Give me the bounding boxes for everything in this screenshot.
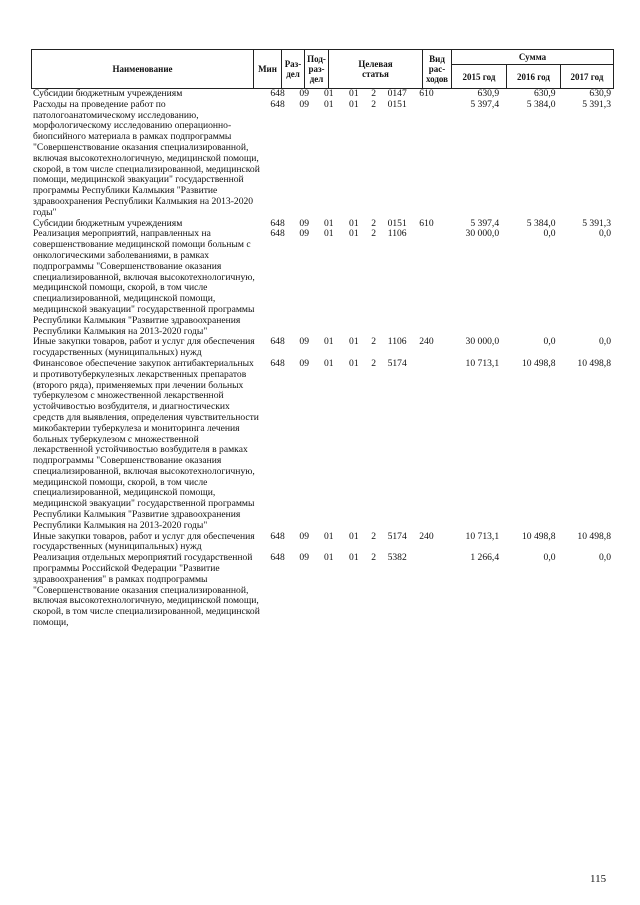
header-min: Мин [254,50,282,89]
row-sum-2015: 5 397,4 [470,217,500,229]
row-sum-2016: 630,9 [533,88,556,99]
row-target-program: 01 [349,228,359,240]
row-vid: 240 [419,336,434,348]
header-2016: 2016 год [507,65,561,89]
row-podrazdel: 01 [323,88,334,99]
row-target-sub: 2 [371,98,377,110]
row-sum-2016: 0,0 [543,228,556,240]
row-vid [413,100,439,219]
row-razdel: 09 [299,217,310,229]
row-vid [413,553,439,629]
row-target-program: 01 [349,217,359,229]
page-number: 115 [590,873,607,885]
row-name: Иные закупки товаров, работ и услуг для обеспечения государственных (муниципальных) нужд [33,530,255,553]
row-vid: 610 [419,217,434,229]
row-target-sub: 2 [371,357,377,369]
row-min: 648 [270,530,285,542]
row-sum-2017: 10 498,8 [577,357,611,369]
budget-table [31,89,613,629]
row-podrazdel: 01 [323,357,334,369]
row-razdel: 09 [299,357,310,369]
row-target-sub: 2 [371,552,377,564]
row-vid: 240 [419,530,434,542]
row-target-program: 01 [349,98,359,110]
row-target-code: 0151 [387,98,407,110]
row-sum-2016: 10 498,8 [521,530,556,542]
row-sum-2015: 10 713,1 [465,530,500,542]
row-sum-2015: 5 397,4 [470,98,500,110]
row-sum-2015: 1 266,4 [470,552,500,564]
header-name: Наименование [32,50,254,89]
row-sum-2015: 30 000,0 [465,336,500,348]
row-sum-2017: 0,0 [599,552,611,564]
row-target-code: 5382 [387,552,407,564]
row-target-program: 01 [349,336,359,348]
row-podrazdel: 01 [323,98,334,110]
row-min: 648 [270,552,285,564]
table-header [31,49,614,89]
row-razdel: 09 [299,228,310,240]
row-podrazdel: 01 [323,530,334,542]
row-target-program: 01 [349,88,359,99]
row-sum-2016: 5 384,0 [526,217,556,229]
row-sum-2015: 630,9 [477,88,500,99]
row-target-code: 1106 [387,228,407,240]
row-name: Реализация отдельных мероприятий государственной программы Российской Федерации "Развитие здравоохранения" в рамках подпрограммы "Совершенствование оказания специализированной, включая высокотехнологичную, медицинской помощи, скорой, в том числе специализированной, медицинской помощи, [33,552,260,629]
row-razdel: 09 [299,98,310,110]
row-sum-2017: 0,0 [599,228,611,240]
header-vid: Вид рас- ходов [423,50,452,89]
row-target-sub: 2 [371,336,377,348]
row-name: Расходы на проведение работ по патологоанатомическому исследованию, морфологическому исследованию операционно-биопсийного материала в рамках подпрограммы "Совершенствование оказания специализированной, включая высокотехнологичную, медицинской помощи, скорой, в том числе специализированной, медицинской помощи, медицинской эвакуации" государственной программы Республики Калмыкия "Развитие здравоохранения Республики Калмыкия на 2013-2020 годы" [33,98,260,218]
table-row [31,359,613,532]
row-target-sub: 2 [371,530,377,542]
table-row [31,100,613,219]
row-target-program: 01 [349,357,359,369]
row-name: Субсидии бюджетным учреждениям [33,88,183,99]
row-razdel: 09 [299,336,310,348]
row-target-code: 0151 [387,217,407,229]
row-vid [413,229,439,337]
row-min: 648 [270,228,285,240]
table-row [31,337,613,359]
table-row [31,532,613,554]
row-min: 648 [270,336,285,348]
row-sum-2016: 10 498,8 [521,357,556,369]
row-target-program: 01 [349,552,359,564]
header-2017: 2017 год [561,65,614,89]
row-min: 648 [270,88,285,99]
row-target-code: 0147 [387,88,407,99]
row-sum-2015: 30 000,0 [465,228,500,240]
row-sum-2015: 10 713,1 [465,357,500,369]
row-name: Иные закупки товаров, работ и услуг для обеспечения государственных (муниципальных) нужд [33,336,255,359]
row-target-code: 5174 [387,357,407,369]
row-razdel: 09 [299,88,310,99]
row-vid [413,359,439,532]
header-podrazdel: Под- раз- дел [305,50,329,89]
table-row [31,553,613,629]
row-name: Реализация мероприятий, направленных на совершенствование медицинской помощи больным с онкологическими заболеваниями, в рамках подпрограммы "Совершенствование оказания специализированной, включая высокотехнологичную, медицинской помощи, скорой, в том числе специализированной, медицинской помощи, медицинской эвакуации" государственной программы Республики Калмыкия "Развитие здравоохранения Республики Калмыкия на 2013-2020 годы" [33,228,255,337]
row-target-sub: 2 [371,88,377,99]
row-podrazdel: 01 [323,336,334,348]
row-target-code: 1106 [387,336,407,348]
row-sum-2017: 5 391,3 [582,98,611,110]
header-summa: Сумма [452,50,614,65]
header-2015: 2015 год [452,65,507,89]
row-sum-2016: 5 384,0 [526,98,556,110]
row-min: 648 [270,217,285,229]
row-name: Субсидии бюджетным учреждениям [33,217,183,229]
header-target: Целевая статья [329,50,423,89]
row-vid: 610 [419,88,434,99]
row-min: 648 [270,98,285,110]
row-name: Финансовое обеспечение закупок антибактериальных и противотуберкулезных лекарственных препаратов (второго ряда), применяемых при лечении больных туберкулезом с множественной лекарственной устойчивостью возбудителя, и диагностических средств для выявления, определения чувствительности микобактерии туберкулеза и мониторинга лечения больных туберкулезом с множественной лекарственной устойчивостью возбудителя в рамках подпрограммы "Совершенствование оказания специализированной, включая высокотехнологичную, медицинской помощи, скорой, в том числе специализированной, медицинской помощи, медицинской эвакуации" государственной программы Республики Калмыкия "Развитие здравоохранения Республики Калмыкия на 2013-2020 годы" [33,357,259,531]
row-sum-2016: 0,0 [543,552,556,564]
row-podrazdel: 01 [323,228,334,240]
table-row [31,229,613,337]
row-target-sub: 2 [371,228,377,240]
row-razdel: 09 [299,552,310,564]
row-target-code: 5174 [387,530,407,542]
row-sum-2017: 10 498,8 [577,530,611,542]
row-sum-2016: 0,0 [543,336,556,348]
row-razdel: 09 [299,530,310,542]
row-sum-2017: 5 391,3 [582,217,611,229]
row-podrazdel: 01 [323,552,334,564]
header-razdel: Раз- дел [282,50,305,89]
row-target-sub: 2 [371,217,377,229]
row-target-program: 01 [349,530,359,542]
row-sum-2017: 0,0 [599,336,611,348]
row-min: 648 [270,357,285,369]
row-sum-2017: 630,9 [589,88,611,99]
row-podrazdel: 01 [323,217,334,229]
